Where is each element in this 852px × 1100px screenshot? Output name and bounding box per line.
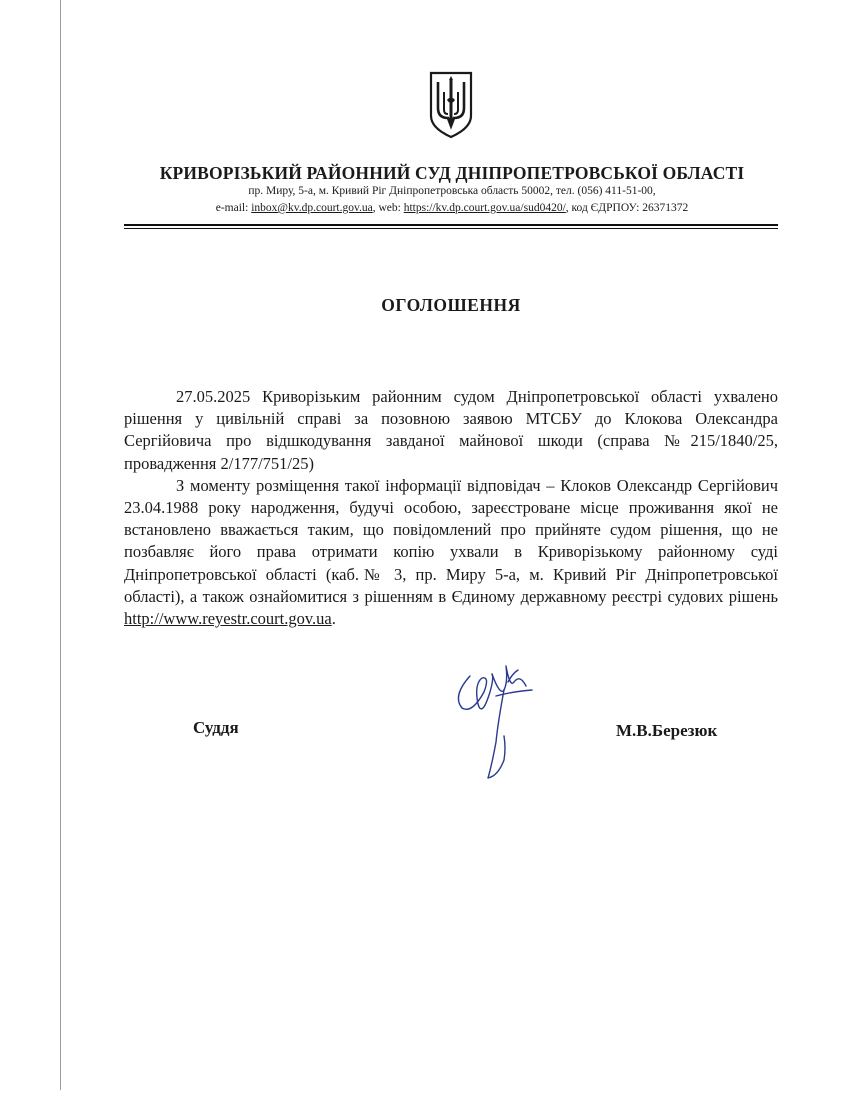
website-link[interactable]: https://kv.dp.court.gov.ua/sud0420/ [403, 202, 566, 214]
judge-role: Суддя [193, 718, 239, 737]
registry-link[interactable]: http://www.reyestr.court.gov.ua [124, 609, 332, 629]
edrpou-code: , код ЄДРПОУ: 26371372 [565, 202, 689, 214]
paragraph-notice [124, 475, 778, 630]
email-link[interactable]: inbox@kv.dp.court.gov.ua [251, 202, 373, 214]
court-address: пр. Миру, 5-а, м. Кривий Ріг Дніпропетровська область 50002, тел. (056) 411-51-00, [248, 185, 656, 197]
paragraph-decision: 27.05.2025 Криворізьким районним судом Дніпропетровської області ухвалено рішення у цивільній справі за позовною заявою МТСБУ до Клокова Олександра Сергійовича про відшкодування завданої майнової шкоди (справа №215/1840/25, провадження 2/177/751/25) [124, 387, 778, 473]
announcement-body [124, 386, 778, 630]
email-prefix: e-mail: [215, 202, 252, 214]
header-divider-thick [124, 224, 778, 226]
judge-name: М.В.Березюк [616, 721, 718, 740]
court-name: КРИВОРІЗЬКИЙ РАЙОННИЙ СУД ДНІПРОПЕТРОВСЬКОЇ ОБЛАСТІ [159, 163, 745, 183]
header-divider-thin [124, 228, 778, 229]
court-contacts [128, 202, 776, 214]
coat-of-arms-icon [428, 70, 474, 140]
web-prefix: , web: [372, 202, 404, 214]
paragraph-end: . [331, 609, 336, 629]
page-edge-line [60, 0, 61, 1090]
handwritten-signature [448, 652, 548, 784]
document-title: ОГОЛОШЕННЯ [381, 295, 521, 315]
paragraph-notice-text: З моменту розміщення такої інформації відповідач – Клоков Олександр Сергійович 23.04.1988 року народження, будучі особою, зареєстроване місце проживання якої не встановлено вважається таким, що повідомлений про прийняте судом рішення, що не позбавляє його права отримати копію ухвали в Криворізькому районному суді Дніпропетровської області (каб.№ 3, пр. Миру 5-а, м. Кривий Ріг Дніпропетровської області), а також ознайомитися з рішенням в Єдиному державному реєстрі судових рішень [124, 475, 778, 606]
